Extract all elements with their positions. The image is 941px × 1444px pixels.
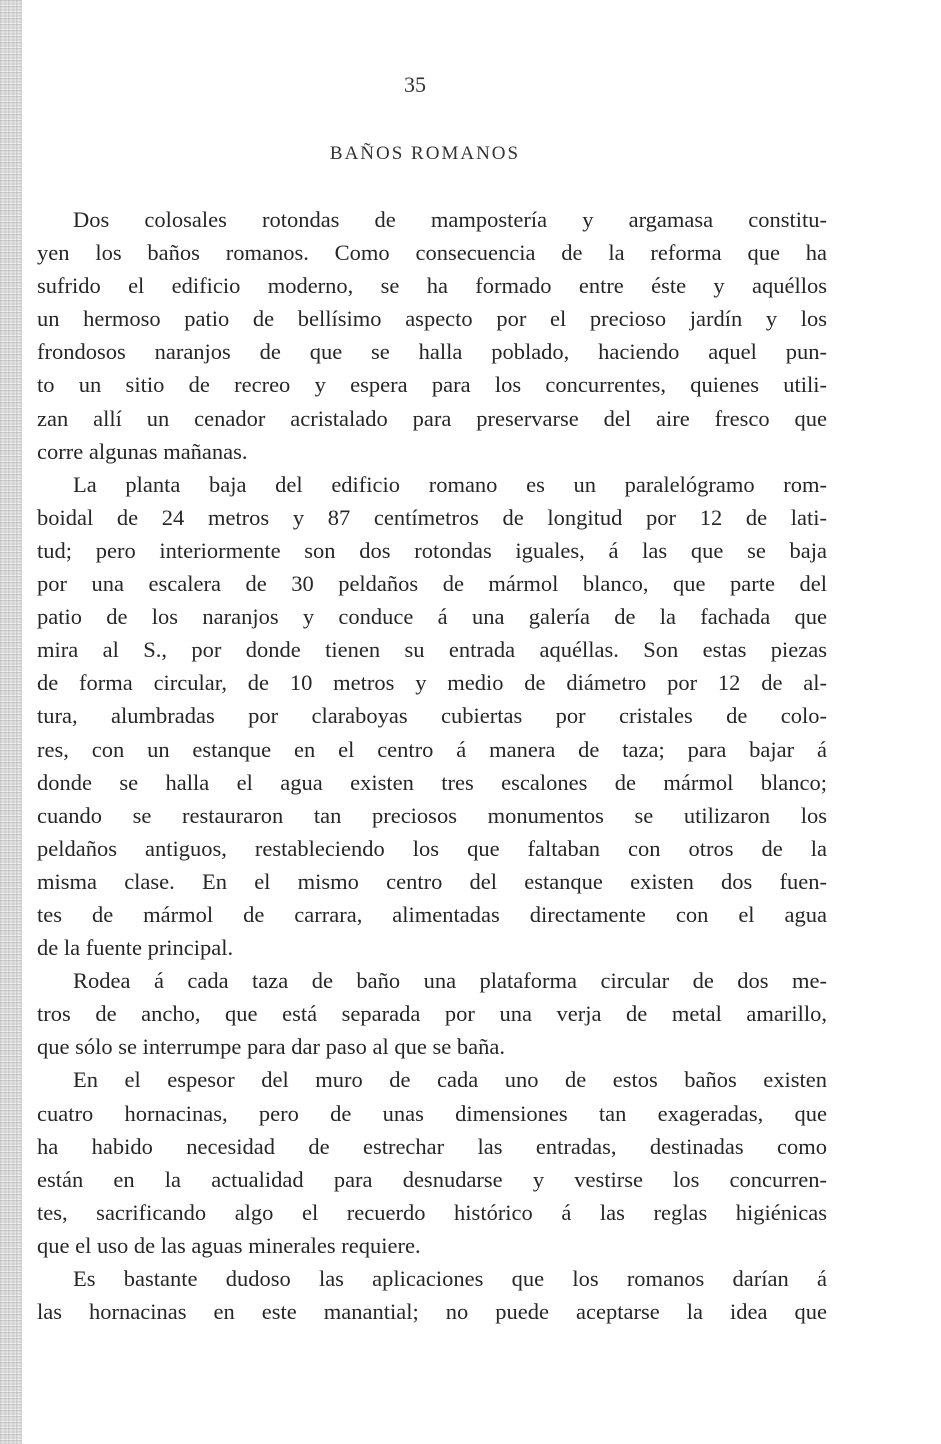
text-line: cuatro hornacinas, pero de unas dimensiones tan exageradas, que [37,1100,827,1126]
page-number: 35 [404,72,426,97]
text-line: frondosos naranjos de que se halla poblado, haciendo aquel pun- [37,339,827,365]
text-line: las hornacinas en este manantial; no puede aceptarse la idea que [37,1299,827,1325]
text-line: boidal de 24 metros y 87 centímetros de longitud por 12 de lati- [37,504,827,530]
section-title: BAÑOS ROMANOS [329,143,521,164]
text-line: corre algunas mañanas. [37,438,248,464]
text-line: res, con un estanque en el centro á manera de taza; para bajar á [37,736,827,762]
text-line: Rodea á cada taza de baño una plataforma circular de dos me- [73,968,827,994]
text-line: peldaños antiguos, restableciendo los que faltaban con otros de la [37,835,827,861]
scanned-page-edge [0,0,22,1444]
text-line: La planta baja del edificio romano es un paralelógramo rom- [73,471,827,497]
text-line: de forma circular, de 10 metros y medio de diámetro por 12 de al- [37,670,827,696]
text-line: to un sitio de recreo y espera para los concurrentes, quienes utili- [37,372,827,398]
text-line: por una escalera de 30 peldaños de mármol blanco, que parte del [37,571,827,597]
text-line: están en la actualidad para desnudarse y vestirse los concurren- [37,1166,827,1192]
text-line: patio de los naranjos y conduce á una galería de la fachada que [37,604,827,630]
text-line: En el espesor del muro de cada uno de estos baños existen [73,1067,827,1093]
text-line: donde se halla el agua existen tres escalones de mármol blanco; [37,769,827,795]
text-line: misma clase. En el mismo centro del estanque existen dos fuen- [37,868,827,894]
text-line: tes, sacrificando algo el recuerdo histórico á las reglas higiénicas [37,1199,827,1225]
text-line: de la fuente principal. [37,935,234,961]
text-line: tros de ancho, que está separada por una verja de metal amarillo, [37,1001,827,1027]
text-line: Dos colosales rotondas de mampostería y argamasa constitu- [73,207,827,232]
text-line: un hermoso patio de bellísimo aspecto por el precioso jardín y los [37,306,827,332]
text-line: mira al S., por donde tienen su entrada aquéllas. Son estas piezas [37,637,827,663]
text-line: tes de mármol de carrara, alimentadas directamente con el agua [37,901,827,927]
text-line: zan allí un cenador acristalado para preservarse del aire fresco que [37,405,827,431]
text-line: que sólo se interrumpe para dar paso al que se baña. [37,1034,505,1060]
text-line: sufrido el edificio moderno, se ha formado entre éste y aquéllos [37,273,827,299]
text-line: yen los baños romanos. Como consecuencia de la reforma que ha [37,240,827,266]
text-line: Es bastante dudoso las aplicaciones que los romanos darían á [73,1266,827,1291]
text-line: tura, alumbradas por claraboyas cubiertas por cristales de colo- [37,703,827,729]
text-line: que el uso de las aguas minerales requiere. [37,1232,421,1258]
body-text [37,203,827,1328]
text-line: tud; pero interiormente son dos rotondas iguales, á las que se baja [37,537,827,563]
text-line: ha habido necesidad de estrechar las entradas, destinadas como [37,1133,827,1159]
text-line: cuando se restauraron tan preciosos monumentos se utilizaron los [37,802,827,828]
